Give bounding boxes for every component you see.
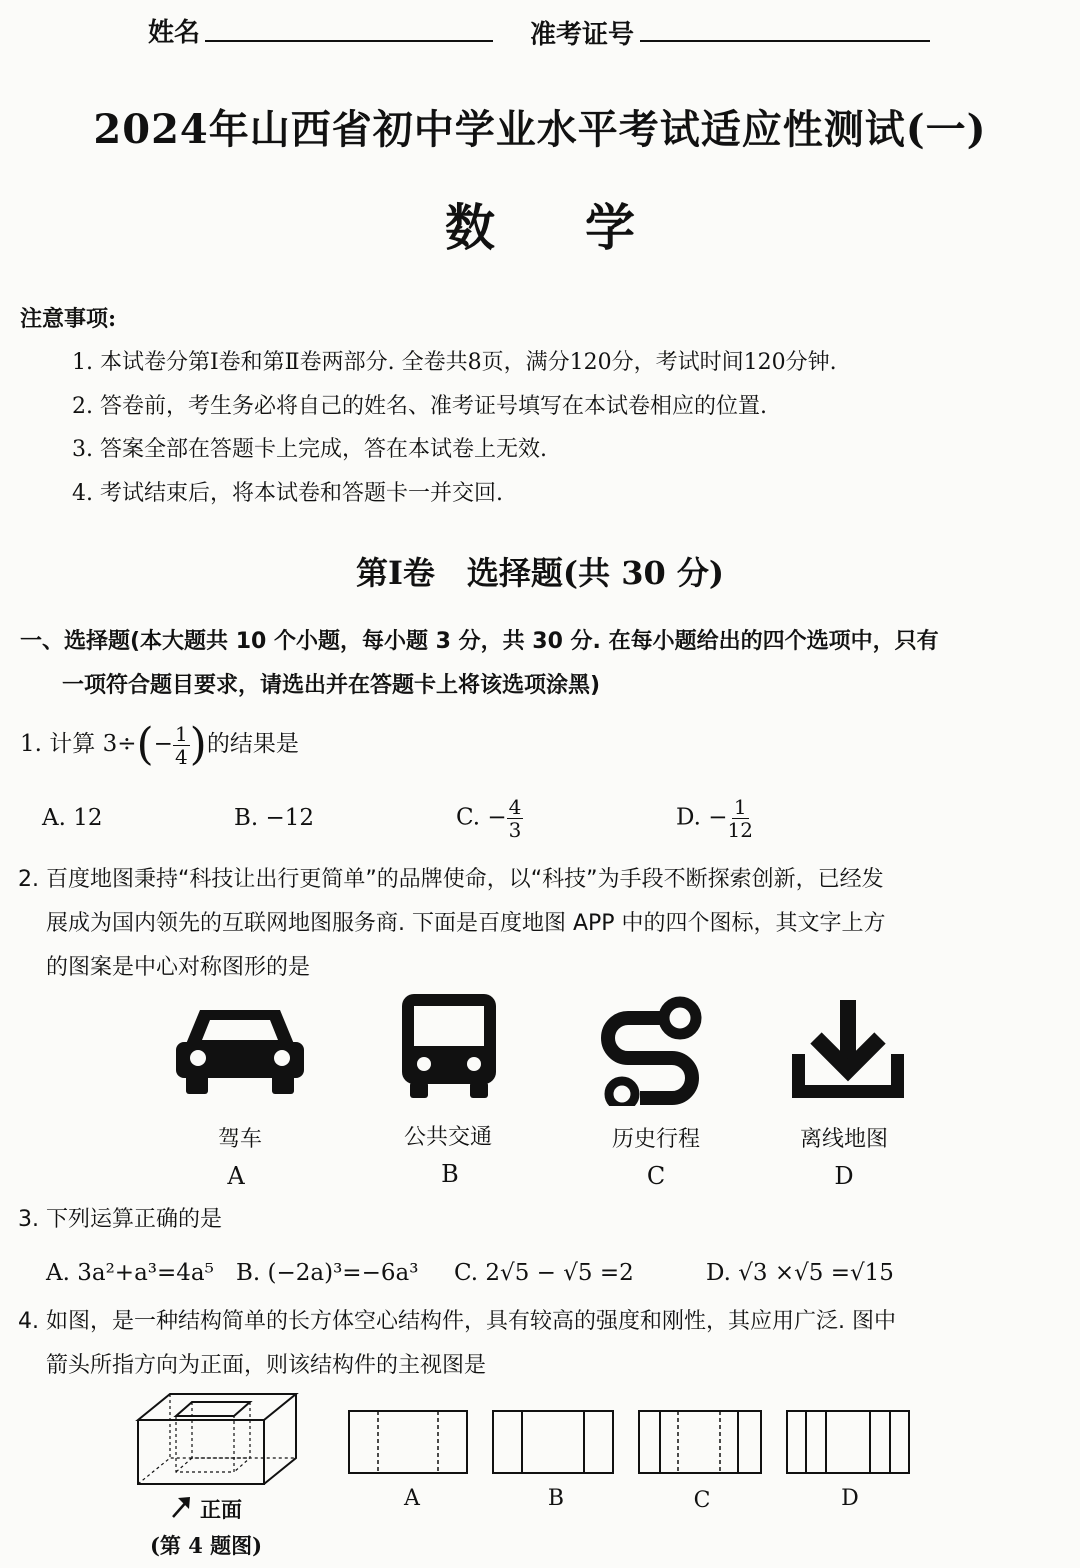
part-one-title: 第Ⅰ卷 选择题(共 30 分) <box>355 554 725 592</box>
q2-option-b[interactable]: B <box>441 1160 459 1188</box>
note-item: 1. 本试卷分第Ⅰ卷和第Ⅱ卷两部分. 全卷共8页，满分120分，考试时间120分钟. <box>72 350 837 375</box>
front-arrow-icon <box>170 1494 192 1520</box>
q1-fraction: $\frac{1}{4}$ <box>174 721 188 769</box>
q3-stem: 3. 下列运算正确的是 <box>18 1207 222 1232</box>
q4-figure-c[interactable] <box>638 1410 762 1474</box>
q2-stem-line3: 的图案是中心对称图形的是 <box>46 955 311 980</box>
note-item: 4. 考试结束后，将本试卷和答题卡一并交回. <box>72 481 503 506</box>
note-item: 2. 答卷前，考生务必将自己的姓名、准考证号填写在本试卷相应的位置. <box>72 394 767 419</box>
icon-label-c: 历史行程 <box>611 1127 700 1152</box>
section-instructions-cont: 一项符合题目要求，请选出并在答题卡上将该选项涂黑) <box>62 673 601 698</box>
route-icon[interactable] <box>596 994 706 1106</box>
q4-option-b[interactable]: B <box>547 1486 565 1511</box>
car-icon[interactable] <box>170 998 310 1098</box>
q1-prefix: 1. 计算 3÷ <box>20 731 137 757</box>
q1-option-a[interactable]: A. 12 <box>42 805 103 831</box>
icon-label-b: 公共交通 <box>403 1125 492 1150</box>
q1-option-b[interactable]: B. −12 <box>234 805 315 831</box>
q2-option-a[interactable]: A <box>227 1162 245 1190</box>
q4-option-a[interactable]: A <box>404 1486 420 1511</box>
hollow-box-figure <box>132 1390 302 1490</box>
q2-stem-line1: 2. 百度地图秉持“科技让出行更简单”的品牌使命，以“科技”为手段不断探索创新，已经发 <box>18 867 884 892</box>
q4-option-c[interactable]: C <box>693 1488 711 1513</box>
download-icon[interactable] <box>792 998 904 1098</box>
bus-icon[interactable] <box>394 990 504 1100</box>
icon-label-d: 离线地图 <box>799 1127 888 1152</box>
q1-option-c[interactable]: C. − $\frac{4}{3}$ <box>456 795 522 842</box>
q2-option-c[interactable]: C <box>646 1162 666 1190</box>
question-1: 1. 计算 3÷(− $\frac{1}{4}$ )的结果是 <box>20 719 299 770</box>
exam-id-field[interactable] <box>640 40 930 42</box>
q1-option-d[interactable]: D. − $\frac{1}{12}$ <box>676 795 753 842</box>
q4-stem-line1: 4. 如图，是一种结构简单的长方体空心结构件，具有较高的强度和刚性，其应用广泛. 图中 <box>18 1309 896 1334</box>
note-item: 3. 答案全部在答题卡上完成，答在本试卷上无效. <box>72 437 547 462</box>
q3-option-a[interactable]: A. 3a²+a³=4a⁵ <box>46 1260 214 1286</box>
q1-suffix: 的结果是 <box>206 731 299 757</box>
q4-figure-d[interactable] <box>786 1410 910 1474</box>
figure-caption: (第 4 题图) <box>150 1533 263 1558</box>
name-field[interactable] <box>205 40 493 42</box>
exam-id-label: 准考证号 <box>530 20 635 50</box>
q3-option-d[interactable]: D. √3 ×√5 =√15 <box>706 1260 894 1286</box>
q2-stem-line2: 展成为国内领先的互联网地图服务商. 下面是百度地图 APP 中的四个图标，其文字上方 <box>46 911 886 936</box>
q3-option-b[interactable]: B. (−2a)³=−6a³ <box>236 1260 419 1286</box>
name-label: 姓名 <box>148 18 201 48</box>
icon-label-a: 驾车 <box>217 1127 262 1152</box>
section-instructions: 一、选择题(本大题共 10 个小题，每小题 3 分，共 30 分. 在每小题给出的四个选项中，只有 <box>20 629 939 654</box>
q2-option-d[interactable]: D <box>834 1162 854 1190</box>
q4-stem-line2: 箭头所指方向为正面，则该结构件的主视图是 <box>46 1353 487 1378</box>
q4-figure-a[interactable] <box>348 1410 468 1474</box>
notes-heading: 注意事项: <box>20 306 117 332</box>
front-label: 正面 <box>200 1498 242 1522</box>
q4-option-d[interactable]: D <box>841 1486 859 1511</box>
subject-title: 数学 <box>445 198 725 257</box>
q3-option-c[interactable]: C. 2√5 − √5 =2 <box>454 1260 634 1286</box>
q4-figure-b[interactable] <box>492 1410 614 1474</box>
exam-title: 2024年山西省初中学业水平考试适应性测试(一) <box>93 106 987 153</box>
